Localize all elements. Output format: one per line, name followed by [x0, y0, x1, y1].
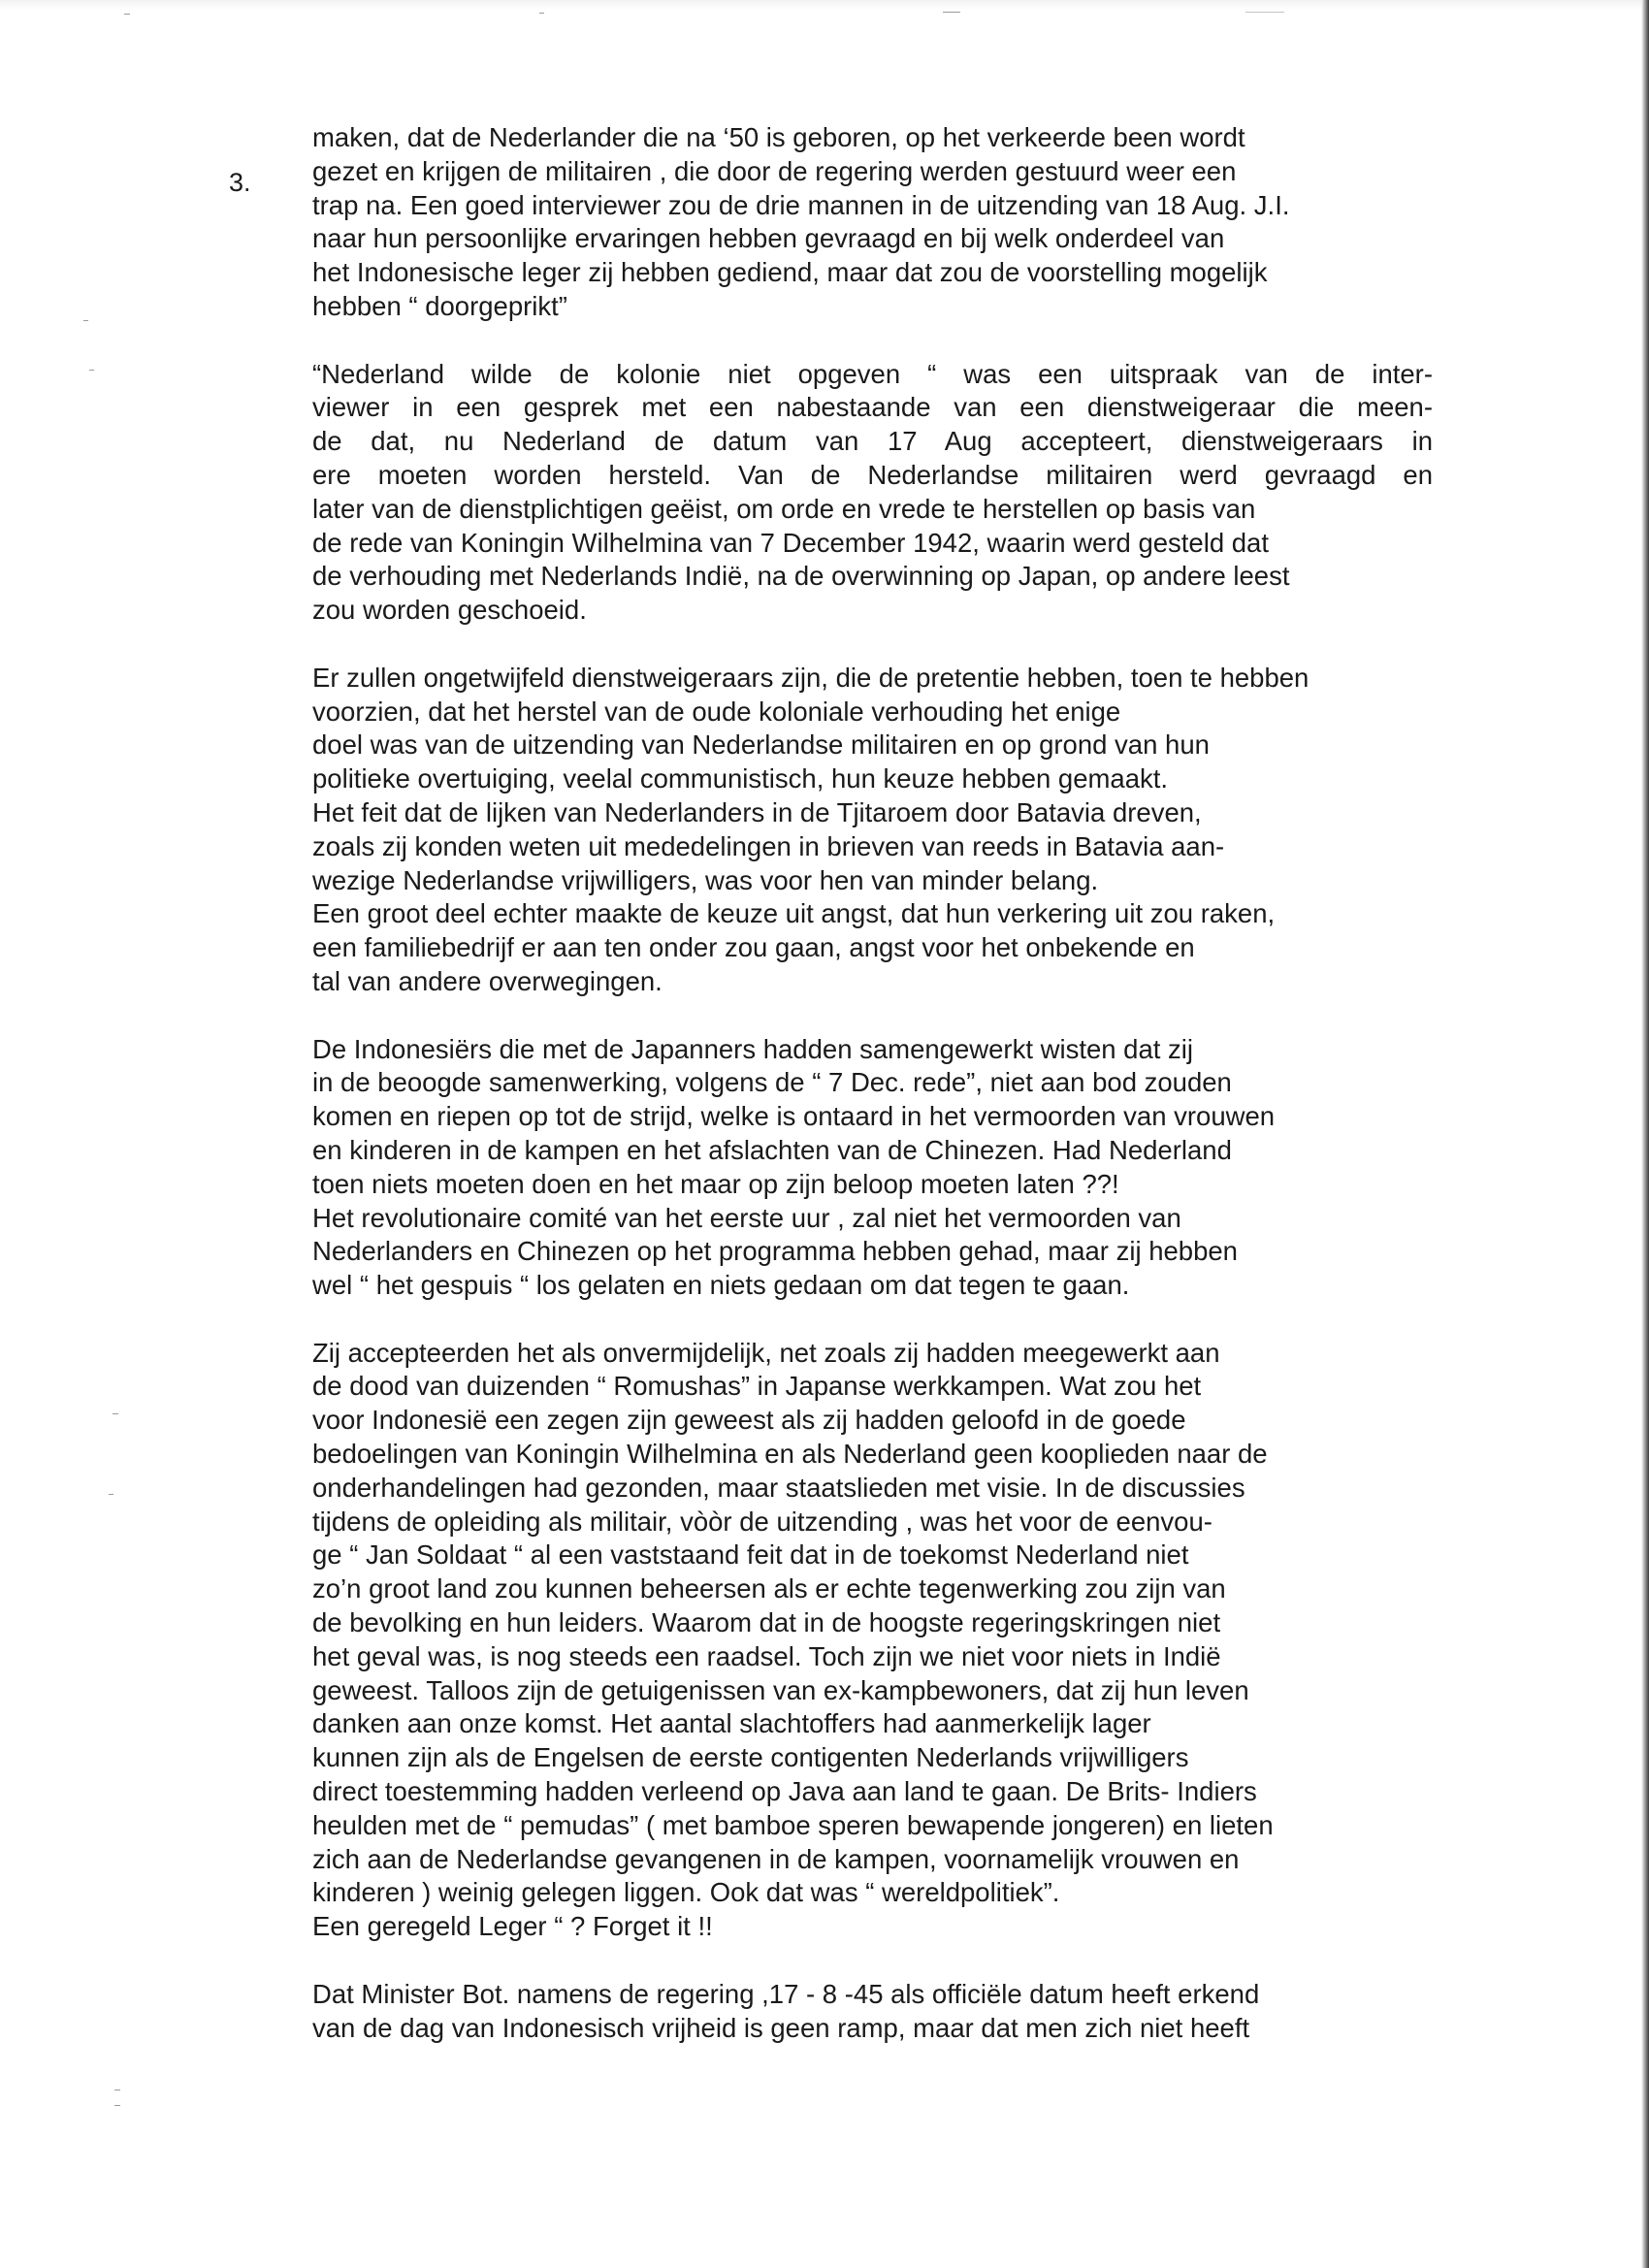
paragraph: [312, 662, 1467, 999]
text-line: en kinderen in de kampen en het afslachten van de Chinezen. Had Nederland: [312, 1134, 1232, 1165]
text-line: bedoelingen van Koningin Wilhelmina en als Nederland geen kooplieden naar de: [312, 1439, 1268, 1470]
text-line: tijdens de opleiding als militair, vòòr de uitzending , was het voor de eenvou-: [312, 1506, 1212, 1537]
text-line: de bevolking en hun leiders. Waarom dat in de hoogste regeringskringen niet: [312, 1607, 1221, 1638]
text-line: Een groot deel echter maakte de keuze uit angst, dat hun verkering uit zou raken,: [312, 898, 1276, 929]
scan-edge-top: [0, 0, 1649, 10]
text-line: onderhandelingen had gezonden, maar staatslieden met visie. In de discussies: [312, 1472, 1245, 1503]
text-line: wel “ het gespuis “ los gelaten en niets gedaan om dat tegen te gaan.: [312, 1270, 1130, 1301]
text-line: voorzien, dat het herstel van de oude koloniale verhouding het enige: [312, 696, 1121, 727]
paragraph: [312, 1337, 1467, 1944]
text-line: Er zullen ongetwijfeld dienstweigeraars zijn, die de pretentie hebben, toen te hebben: [312, 662, 1310, 693]
text-line: van de dag van Indonesisch vrijheid is geen ramp, maar dat men zich niet heeft: [312, 2012, 1250, 2043]
paragraph: [312, 121, 1467, 324]
scan-edge-right: [1641, 0, 1649, 2268]
text-line: ere moeten worden hersteld. Van de Nederlandse militairen werd gevraagd en: [312, 459, 1433, 490]
text-line: “Nederland wilde de kolonie niet opgeven “ was een uitspraak van de inter-: [312, 358, 1433, 389]
text-line: wezige Nederlandse vrijwilligers, was voor hen van minder belang.: [312, 864, 1099, 895]
text-line: de dat, nu Nederland de datum van 17 Aug accepteert, dienstweigeraars in: [312, 426, 1433, 457]
text-line: een familiebedrijf er aan ten onder zou gaan, angst voor het onbekende en: [312, 932, 1195, 963]
scan-speck: [113, 1413, 118, 1414]
text-line: maken, dat de Nederlander die na ‘50 is geboren, op het verkeerde been wordt: [312, 122, 1245, 152]
text-line: direct toestemming hadden verleend op Java aan land te gaan. De Brits- Indiers: [312, 1776, 1257, 1807]
text-line: toen niets moeten doen en het maar op zijn beloop moeten laten ??!: [312, 1168, 1119, 1199]
text-line: Nederlanders en Chinezen op het programma hebben gehad, maar zij hebben: [312, 1236, 1238, 1267]
scan-speck: [124, 14, 130, 15]
text-line: zo’n groot land zou kunnen beheersen als er echte tegenwerking zou zijn van: [312, 1573, 1226, 1604]
text-line: de rede van Koningin Wilhelmina van 7 December 1942, waarin werd gesteld dat: [312, 527, 1269, 558]
scan-speck: [83, 320, 88, 321]
text-line: voor Indonesië een zegen zijn geweest als zij hadden geloofd in de goede: [312, 1405, 1186, 1436]
text-line: danken aan onze komst. Het aantal slachtoffers had aanmerkelijk lager: [312, 1708, 1151, 1739]
text-line: Zij accepteerden het als onvermijdelijk, net zoals zij hadden meegewerkt aan: [312, 1337, 1220, 1368]
scan-speck: [114, 2105, 120, 2106]
text-line: ge “ Jan Soldaat “ al een vaststaand feit dat in de toekomst Nederland niet: [312, 1539, 1189, 1571]
text-line: zou worden geschoeid.: [312, 595, 587, 626]
text-line: zich aan de Nederlandse gevangenen in de kampen, voornamelijk vrouwen en: [312, 1843, 1240, 1874]
scan-speck: [1245, 12, 1284, 13]
text-line: in de beoogde samenwerking, volgens de “ 7 Dec. rede”, niet aan bod zouden: [312, 1067, 1232, 1098]
text-line: doel was van de uitzending van Nederlandse militairen en op grond van hun: [312, 729, 1210, 761]
document-body: [312, 121, 1467, 2045]
text-line: de verhouding met Nederlands Indië, na de overwinning op Japan, op andere leest: [312, 561, 1290, 592]
text-line: Een geregeld Leger “ ? Forget it !!: [312, 1911, 713, 1942]
text-line: Het revolutionaire comité van het eerste uur , zal niet het vermoorden van: [312, 1202, 1181, 1233]
text-line: zoals zij konden weten uit mededelingen in brieven van reeds in Batavia aan-: [312, 830, 1225, 861]
scan-speck: [109, 1494, 113, 1495]
text-line: trap na. Een goed interviewer zou de drie mannen in de uitzending van 18 Aug. J.I.: [312, 189, 1290, 220]
text-line: de dood van duizenden “ Romushas” in Japanse werkkampen. Wat zou het: [312, 1371, 1202, 1402]
text-line: later van de dienstplichtigen geëist, om orde en vrede te herstellen op basis van: [312, 493, 1256, 524]
text-line: het Indonesische leger zij hebben gediend, maar dat zou de voorstelling mogelijk: [312, 257, 1268, 288]
text-line: Dat Minister Bot. namens de regering ,17 - 8 -45 als officiële datum heeft erkend: [312, 1978, 1260, 2009]
text-line: viewer in een gesprek met een nabestaande van een dienstweigeraar die meen-: [312, 392, 1433, 423]
text-line: naar hun persoonlijke ervaringen hebben gevraagd en bij welk onderdeel van: [312, 223, 1225, 254]
paragraph: [312, 358, 1467, 628]
text-line: kunnen zijn als de Engelsen de eerste contigenten Nederlands vrijwilligers: [312, 1742, 1189, 1773]
page-number: 3.: [229, 168, 251, 197]
text-line: tal van andere overwegingen.: [312, 965, 663, 996]
text-line: De Indonesiërs die met de Japanners hadden samengewerkt wisten dat zij: [312, 1033, 1194, 1064]
scan-speck: [943, 12, 960, 13]
text-line: het geval was, is nog steeds een raadsel. Toch zijn we niet voor niets in Indië: [312, 1640, 1221, 1671]
text-line: komen en riepen op tot de strijd, welke is ontaard in het vermoorden van vrouwen: [312, 1101, 1276, 1132]
text-line: hebben “ doorgeprikt”: [312, 290, 567, 321]
text-line: kinderen ) weinig gelegen liggen. Ook dat was “ wereldpolitiek”.: [312, 1877, 1060, 1908]
scan-speck: [539, 13, 544, 14]
text-line: Het feit dat de lijken van Nederlanders in de Tjitaroem door Batavia dreven,: [312, 796, 1202, 827]
text-line: heulden met de “ pemudas” ( met bamboe speren bewapende jongeren) en lieten: [312, 1809, 1274, 1840]
scan-speck: [89, 370, 94, 371]
text-line: geweest. Talloos zijn de getuigenissen van ex-kampbewoners, dat zij hun leven: [312, 1674, 1249, 1705]
text-line: politieke overtuiging, veelal communistisch, hun keuze hebben gemaakt.: [312, 763, 1169, 794]
text-line: gezet en krijgen de militairen , die door de regering werden gestuurd weer een: [312, 155, 1237, 186]
paragraph: [312, 1033, 1467, 1303]
paragraph: [312, 1978, 1467, 2046]
